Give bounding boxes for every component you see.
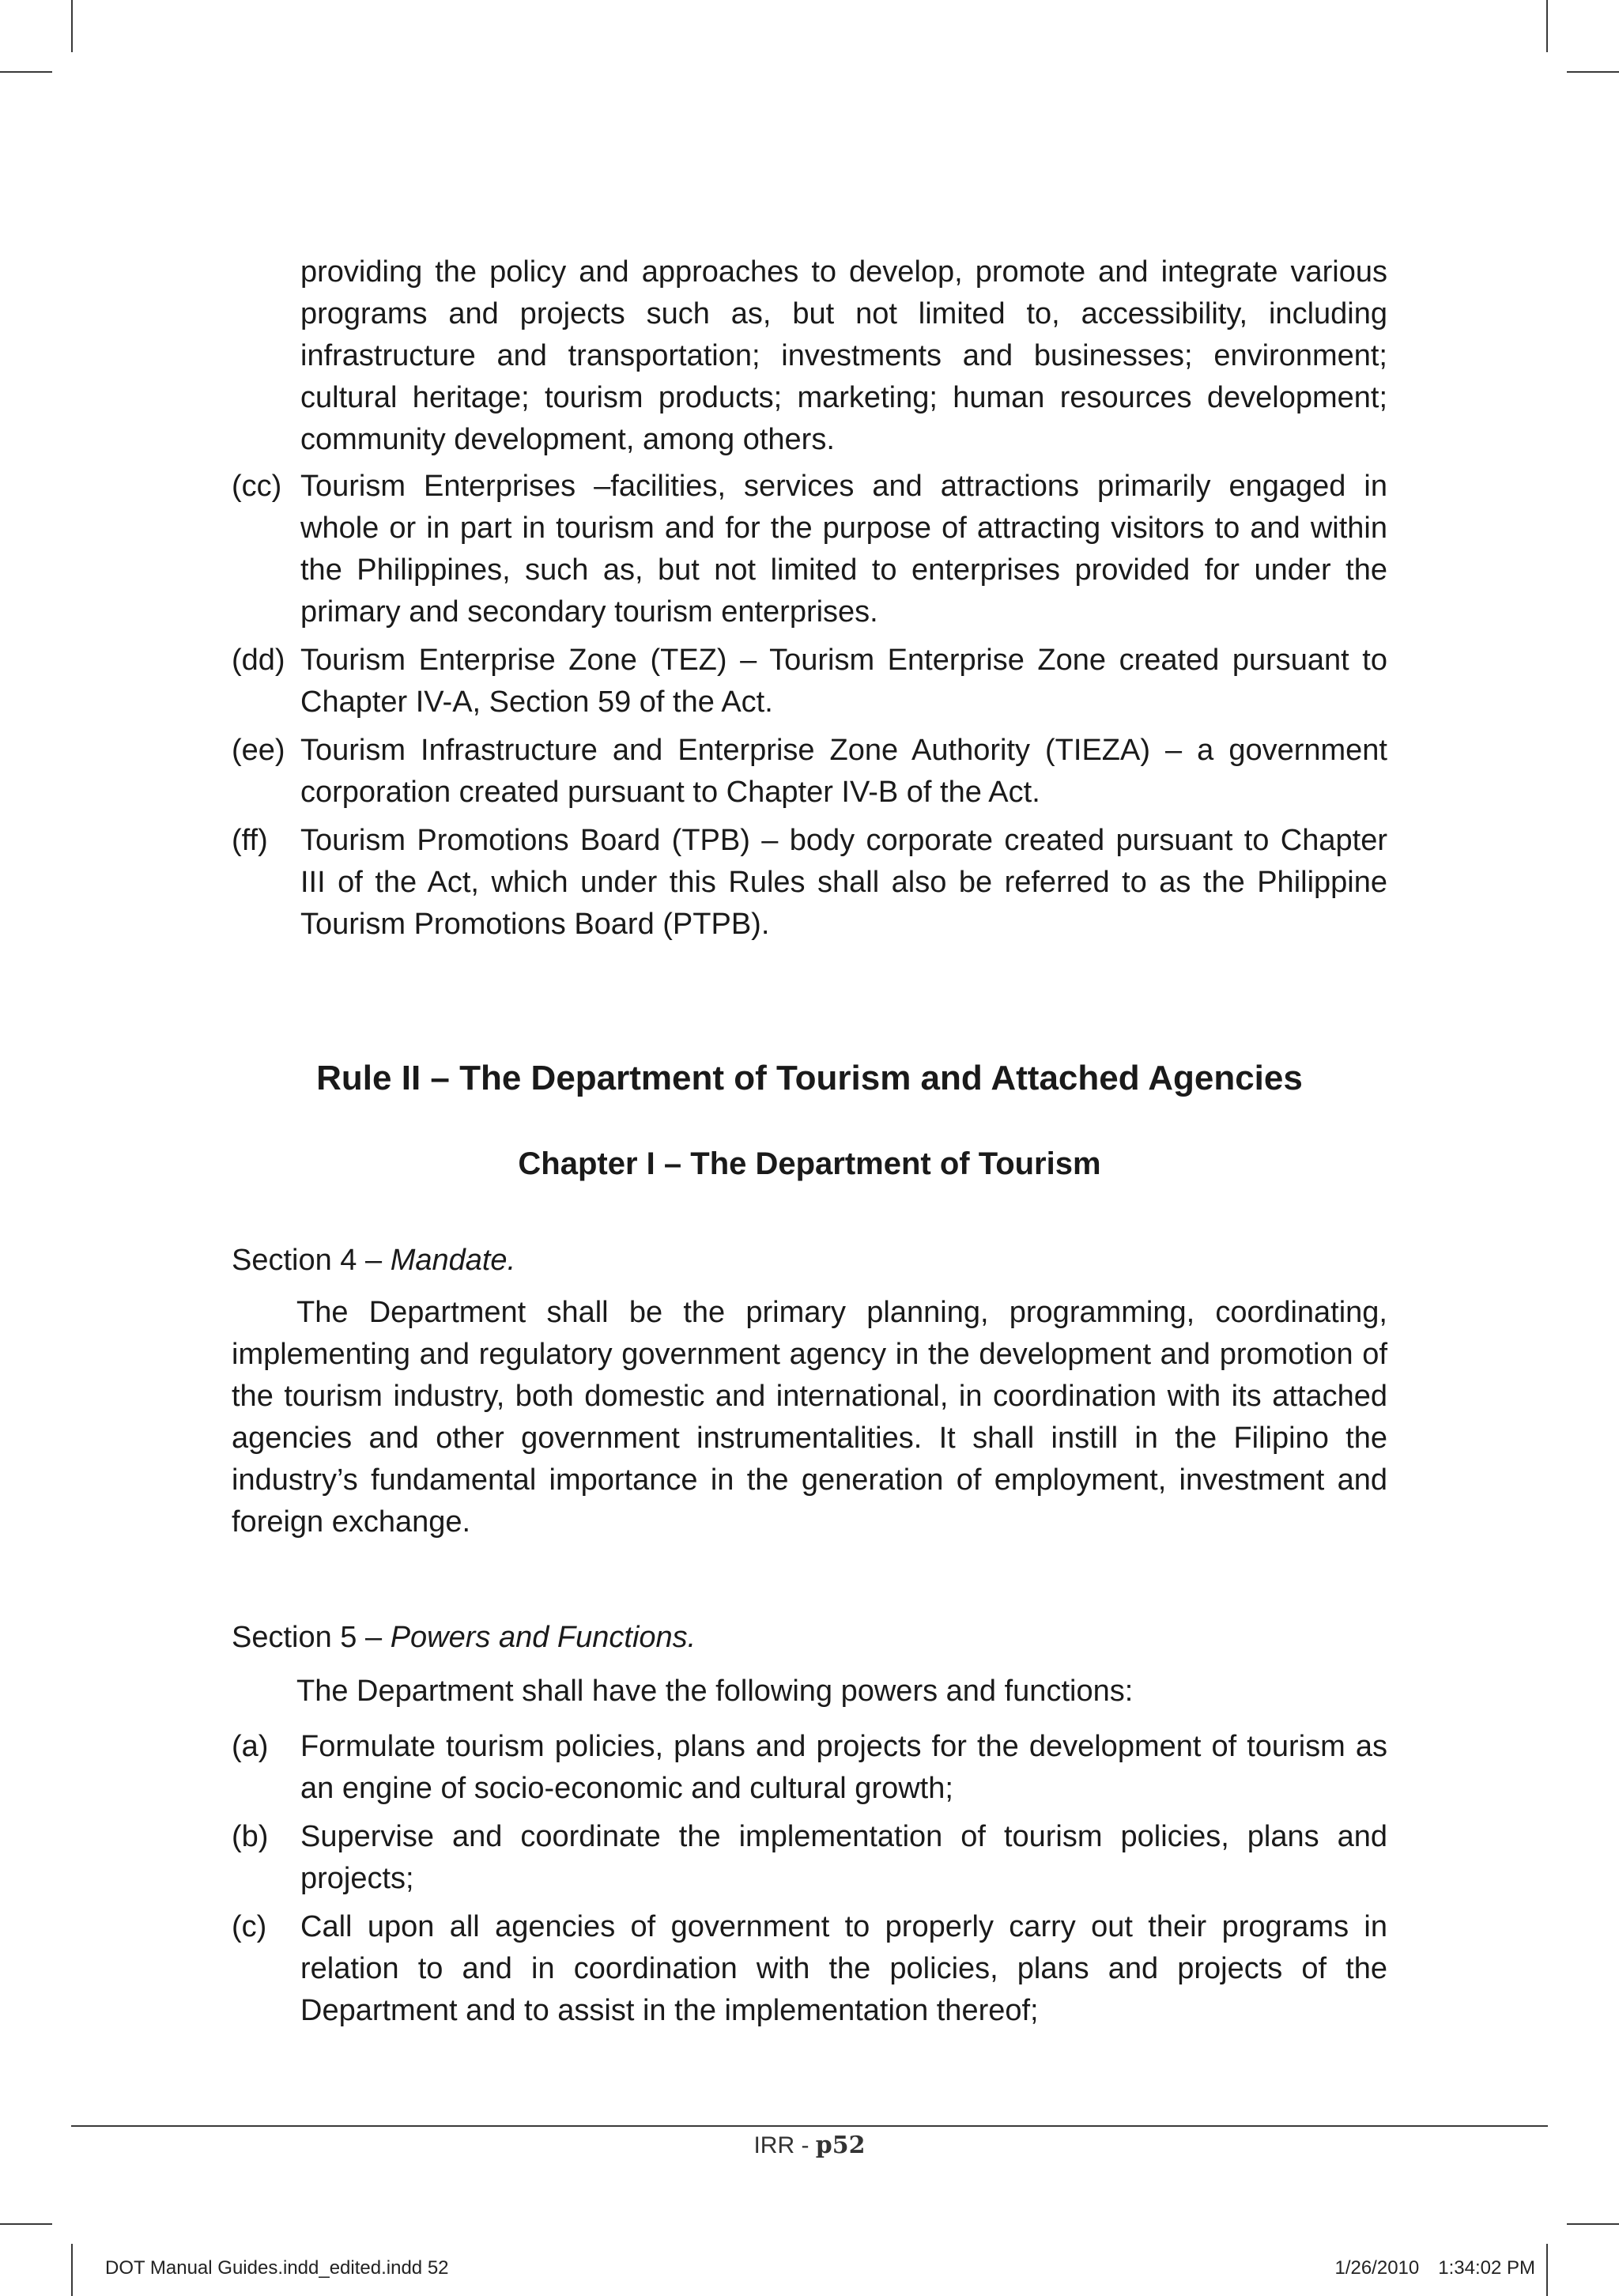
section-4-title: Mandate.	[390, 1244, 516, 1277]
definitions-list	[232, 466, 1387, 946]
continuation-paragraph: providing the policy and approaches to develop, promote and integrate various programs and projects such as, but not limited to, accessibility, including infrastructure and transportation; investments and businesses; environment; cultural heritage; tourism products; marketing; human resources development; community development, among others.	[300, 255, 1387, 456]
power-item	[232, 1816, 1387, 1900]
definition-item	[232, 640, 1387, 723]
page-content	[232, 251, 1387, 2027]
rule-heading: Rule II – The Department of Tourism and Attached Agencies	[316, 1059, 1303, 1097]
print-slug-file: DOT Manual Guides.indd_edited.indd 52	[105, 2257, 449, 2279]
crop-mark	[0, 2223, 52, 2225]
section-4-heading	[232, 1240, 515, 1282]
print-slug-timestamp	[1334, 2257, 1535, 2279]
section-5-prefix: Section 5 –	[232, 1621, 391, 1654]
definition-item	[232, 466, 1387, 633]
definition-text: Tourism Enterprises –facilities, services and attractions primarily engaged in whole or in part in tourism and for the purpose of attracting visitors to and within the Philippines, such as, but not limited to enterprises provided for under the primary and secondary tourism enterprises.	[300, 470, 1387, 629]
power-text: Call upon all agencies of government to properly carry out their programs in relation to and in coordination with the policies, plans and projects of the Department and to assist in the implementation thereof;	[300, 1910, 1387, 2027]
power-text: Supervise and coordinate the implementation of tourism policies, plans and projects;	[300, 1820, 1387, 1895]
power-label: (b)	[232, 1820, 269, 1853]
chapter-heading: Chapter I – The Department of Tourism	[518, 1146, 1101, 1181]
power-item	[232, 1726, 1387, 1810]
definition-text: Tourism Enterprise Zone (TEZ) – Tourism Enterprise Zone created pursuant to Chapter IV-A, Section 59 of the Act.	[300, 644, 1387, 719]
definition-label: (dd)	[232, 644, 285, 677]
crop-mark	[1567, 2223, 1619, 2225]
power-item	[232, 1906, 1387, 2032]
crop-mark	[1546, 0, 1548, 52]
page-number-prefix: IRR -	[753, 2132, 816, 2158]
definition-label: (ff)	[232, 824, 268, 857]
page-number	[0, 2132, 1619, 2159]
footer-divider	[71, 2125, 1548, 2127]
definition-label: (cc)	[232, 470, 282, 503]
crop-mark	[1567, 71, 1619, 73]
section-5-title: Powers and Functions.	[390, 1621, 696, 1654]
section-5-intro: The Department shall have the following powers and functions:	[296, 1675, 1134, 1708]
powers-list	[232, 1726, 1387, 2038]
power-label: (a)	[232, 1730, 269, 1763]
print-slug-time: 1:34:02 PM	[1438, 2257, 1535, 2279]
definition-item	[232, 730, 1387, 814]
definition-text: Tourism Promotions Board (TPB) – body corporate created pursuant to Chapter III of the Act, which under this Rules shall also be referred to as the Philippine Tourism Promotions Board (PTPB).	[300, 824, 1387, 941]
power-text: Formulate tourism policies, plans and projects for the development of tourism as an engine of socio-economic and cultural growth;	[300, 1730, 1387, 1805]
crop-mark	[71, 0, 73, 52]
crop-mark	[1546, 2244, 1548, 2296]
section-4-prefix: Section 4 –	[232, 1244, 391, 1277]
definition-label: (ee)	[232, 734, 285, 767]
section-4-body: The Department shall be the primary planning, programming, coordinating, implementing and regulatory government agency in the development and promotion of the tourism industry, both domestic and international, in coordination with its attached agencies and other government instrumentalities. It shall instill in the Filipino the industry’s fundamental importance in the generation of employment, investment and foreign exchange.	[232, 1296, 1387, 1539]
page-number-value: p52	[815, 2132, 866, 2159]
crop-mark	[0, 71, 52, 73]
print-slug-date: 1/26/2010	[1334, 2257, 1420, 2279]
power-label: (c)	[232, 1910, 267, 1943]
definition-text: Tourism Infrastructure and Enterprise Zone Authority (TIEZA) – a government corporation created pursuant to Chapter IV-B of the Act.	[300, 734, 1387, 809]
crop-mark	[71, 2244, 73, 2296]
definition-item	[232, 820, 1387, 946]
section-5-heading	[232, 1617, 696, 1659]
